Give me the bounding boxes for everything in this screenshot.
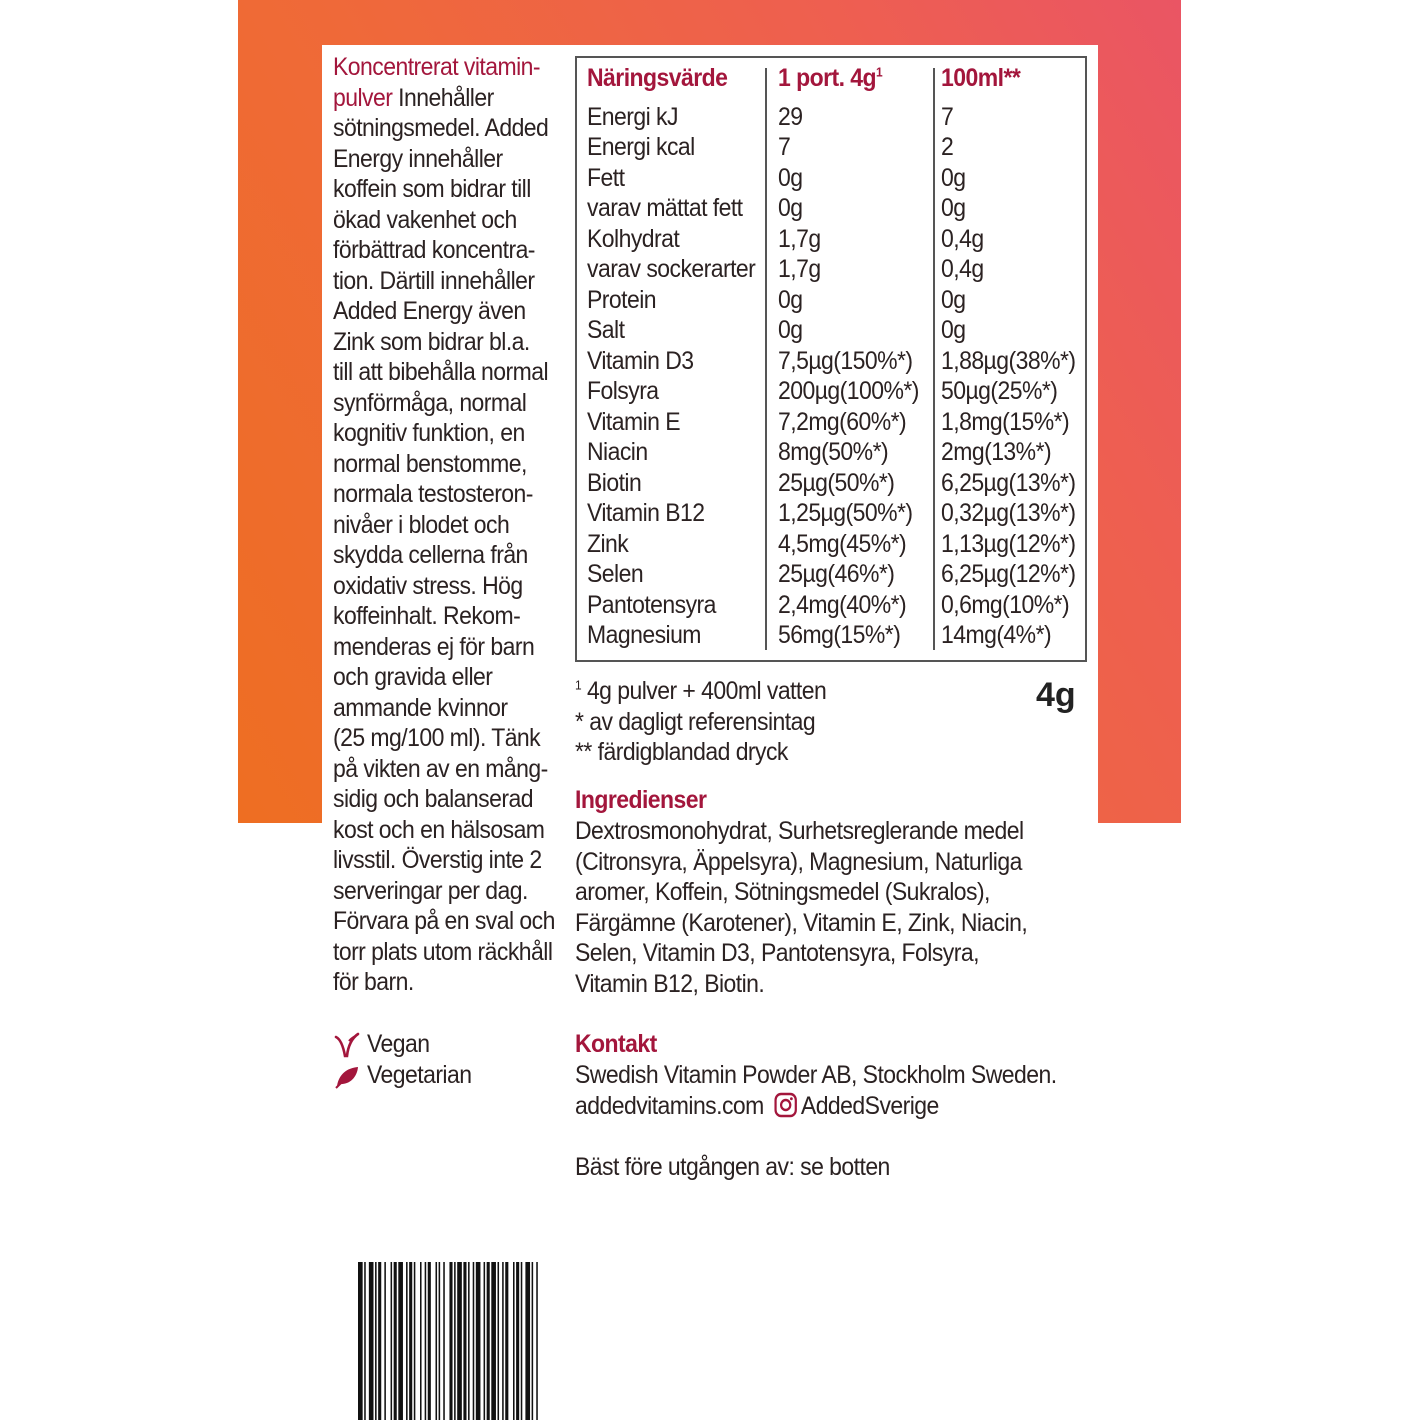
nutrition-cell-name: Energi kcal: [587, 133, 695, 161]
website-link[interactable]: addedvitamins.com: [575, 1091, 764, 1120]
diet-badges: [333, 1029, 481, 1091]
ingredients-line: Dextrosmonohydrat, Surhetsreglerande medel: [575, 817, 1024, 845]
description-text: nivåer i blodet och: [333, 510, 510, 539]
description-accent: pulver: [333, 83, 393, 112]
barcode-bar: [487, 1262, 490, 1420]
description-line: [333, 235, 550, 266]
nutrition-cell-portion: 4,5mg(45%*): [778, 529, 907, 558]
nutrition-cell-per100: 0,32µg(13%*): [941, 499, 1076, 527]
contact-links: [575, 1091, 1057, 1122]
nutrition-cell-per100: 1,13µg(12%*): [941, 529, 1076, 558]
instagram-handle[interactable]: AddedSverige: [800, 1091, 939, 1120]
nutrition-cell-name: Fett: [587, 163, 625, 192]
barcode: [358, 1262, 698, 1420]
nutrition-cell-portion: 8mg(50%*): [778, 438, 889, 466]
nutrition-cell-name: Pantotensyra: [587, 590, 716, 619]
barcode-bar: [391, 1262, 393, 1420]
description-text: normal benstomme,: [333, 449, 527, 478]
barcode-bar: [473, 1262, 475, 1420]
description-text: oxidativ stress. Hög: [333, 571, 523, 600]
description-line: [333, 510, 550, 541]
description-text: serveringar per dag.: [333, 876, 528, 905]
nutrition-cell-per100: 0g: [941, 316, 966, 344]
barcode-bar: [369, 1262, 374, 1420]
nutrition-cell-portion: 0g: [778, 194, 803, 222]
nutrition-cell-portion: 0g: [778, 316, 803, 344]
barcode-bar: [378, 1262, 381, 1420]
nutrition-cell-name: Vitamin D3: [587, 346, 694, 375]
ingredients-line: (Citronsyra, Äppelsyra), Magnesium, Naturliga: [575, 847, 1022, 876]
best-before: Bäst före utgången av: se botten: [575, 1152, 890, 1181]
description-text: skydda cellerna från: [333, 541, 528, 569]
nutrition-column-divider: [933, 68, 935, 650]
spacer: [575, 1121, 1057, 1152]
description-line: [333, 479, 550, 510]
barcode-bar: [409, 1262, 412, 1420]
description-line: [333, 540, 550, 571]
description-text: på vikten av en mång-: [333, 754, 548, 783]
nutrition-cell-per100: 1,88µg(38%*): [941, 346, 1076, 375]
nutrition-cell-name: Protein: [587, 285, 657, 314]
description-line: [333, 937, 553, 968]
description-text: sötningsmedel. Added: [333, 114, 549, 142]
description-line: [333, 906, 555, 937]
net-weight: 4g: [1036, 676, 1076, 714]
description-line: [333, 784, 550, 815]
barcode-bar: [525, 1262, 530, 1420]
nutrition-cell-per100: 6,25µg(13%*): [941, 468, 1076, 497]
description-text: sidig och balanserad: [333, 785, 533, 813]
barcode-bar: [375, 1262, 377, 1420]
description-line: [333, 876, 550, 907]
barcode-bar: [449, 1262, 452, 1420]
nutrition-header-name: Näringsvärde: [587, 64, 728, 92]
barcode-bar: [476, 1262, 481, 1420]
description-text: Energy innehåller: [333, 144, 503, 173]
nutrition-cell-per100: 2mg(13%*): [941, 438, 1052, 466]
ingredients-list: [575, 816, 1027, 999]
nutrition-cell-portion: 2,4mg(40%*): [778, 590, 907, 619]
nutrition-cell-per100: 0,4g: [941, 224, 984, 253]
nutrition-cell-per100: 0,6mg(10%*): [941, 590, 1070, 619]
nutrition-column-divider: [765, 68, 767, 650]
product-description: [333, 52, 555, 998]
barcode-bar: [414, 1262, 416, 1420]
description-line: [333, 449, 550, 480]
nutrition-cell-per100: 14mg(4%*): [941, 621, 1052, 649]
description-text: förbättrad koncentra-: [333, 236, 535, 264]
description-line: [333, 601, 550, 632]
description-text: till att bibehålla normal: [333, 358, 549, 386]
company-address: Swedish Vitamin Powder AB, Stockholm Sweden.: [575, 1061, 1057, 1089]
barcode-bar: [513, 1262, 515, 1420]
description-line: [333, 754, 550, 785]
barcode-bar: [502, 1262, 504, 1420]
nutrition-cell-name: Salt: [587, 316, 625, 344]
nutrition-cell-portion: 7,5µg(150%*): [778, 346, 913, 375]
description-line: [333, 52, 550, 83]
description-text: livsstil. Överstig inte 2: [333, 846, 542, 874]
ingredients-line: Vitamin B12, Biotin.: [575, 969, 765, 998]
contact-title: Kontakt: [575, 1030, 657, 1058]
barcode-bar: [484, 1262, 486, 1420]
barcode-bar: [454, 1262, 456, 1420]
description-text: Zink som bidrar bl.a.: [333, 327, 530, 356]
description-text: torr plats utom räckhåll: [333, 937, 553, 966]
barcode-bar: [358, 1262, 363, 1420]
description-text: koffeinhalt. Rekom-: [333, 602, 521, 630]
description-line: [333, 388, 550, 419]
ingredients-line: Färgämne (Karotener), Vitamin E, Zink, Niacin,: [575, 908, 1028, 937]
description-line: [333, 693, 550, 724]
description-text: normala testosteron-: [333, 480, 533, 508]
barcode-bar: [457, 1262, 462, 1420]
barcode-bar: [516, 1262, 519, 1420]
nutrition-cell-per100: 1,8mg(15%*): [941, 407, 1070, 436]
nutrition-cell-portion: 1,7g: [778, 224, 821, 253]
nutrition-cell-name: varav sockerarter: [587, 255, 756, 283]
nutrition-cell-per100: 0g: [941, 285, 966, 314]
description-text: synförmåga, normal: [333, 388, 527, 417]
barcode-bar: [521, 1262, 523, 1420]
nutrition-cell-name: Magnesium: [587, 621, 701, 649]
ingredients-title: Ingredienser: [575, 786, 707, 814]
barcode-bar: [436, 1262, 438, 1420]
nutrition-cell-name: Zink: [587, 529, 629, 558]
description-line: [333, 662, 550, 693]
barcode-bar: [364, 1262, 366, 1420]
footnote-ready-mixed: ** färdigblandad dryck: [575, 738, 788, 766]
nutrition-cell-portion: 56mg(15%*): [778, 621, 901, 649]
description-line: [333, 815, 550, 846]
vegetarian-badge: Vegetarian: [333, 1060, 481, 1091]
description-line: [333, 357, 550, 388]
description-text: Förvara på en sval och: [333, 907, 555, 935]
nutrition-cell-name: Folsyra: [587, 377, 659, 405]
description-text: kost och en hälsosam: [333, 815, 545, 844]
barcode-bar: [498, 1262, 500, 1420]
barcode-bar: [505, 1262, 508, 1420]
description-text: (25 mg/100 ml). Tänk: [333, 724, 541, 752]
description-line: [333, 327, 550, 358]
description-line: [333, 113, 550, 144]
nutrition-cell-name: Vitamin B12: [587, 499, 705, 527]
nutrition-cell-name: Energi kJ: [587, 102, 678, 131]
footnote-serving: $^1$ 4g pulver + 400ml vatten: [575, 677, 827, 705]
description-text: Innehåller: [392, 83, 494, 112]
nutrition-cell-name: Biotin: [587, 468, 642, 497]
description-text: och gravida eller: [333, 663, 493, 691]
nutrition-cell-portion: 7,2mg(60%*): [778, 407, 907, 436]
description-line: [333, 205, 550, 236]
barcode-bar: [491, 1262, 496, 1420]
nutrition-cell-per100: 0g: [941, 194, 966, 222]
description-line: [333, 632, 550, 663]
description-text: koffein som bidrar till: [333, 175, 531, 203]
ingredients-line: Selen, Vitamin D3, Pantotensyra, Folsyra,: [575, 939, 979, 967]
nutrition-cell-portion: 29: [778, 102, 803, 131]
description-line: [333, 144, 550, 175]
barcode-bar: [384, 1262, 386, 1420]
description-text: menderas ej för barn: [333, 632, 535, 661]
barcode-bar: [443, 1262, 445, 1420]
vegan-v-icon: [333, 1031, 361, 1059]
nutrition-cell-per100: 2: [941, 133, 954, 161]
nutrition-cell-per100: 50µg(25%*): [941, 377, 1058, 405]
nutrition-cell-portion: 1,25µg(50%*): [778, 499, 913, 527]
leaf-icon: [333, 1062, 361, 1090]
nutrition-per100-column: [941, 63, 1075, 651]
description-text: för barn.: [333, 968, 414, 996]
contact-info: [575, 1060, 1057, 1182]
nutrition-cell-portion: 7: [778, 133, 791, 161]
nutrition-header-portion: 1 port. $4g^1$: [778, 64, 883, 92]
nutrition-cell-per100: 7: [941, 102, 954, 131]
vegan-badge: Vegan: [333, 1029, 481, 1060]
nutrition-cell-per100: 6,25µg(12%*): [941, 560, 1076, 588]
barcode-bar: [468, 1262, 470, 1420]
nutrition-cell-per100: 0,4g: [941, 255, 984, 283]
description-accent: Koncentrerat vitamin-: [333, 53, 540, 81]
description-text: ammande kvinnor: [333, 693, 508, 722]
barcode-bar: [420, 1262, 422, 1420]
nutrition-cell-portion: 25µg(50%*): [778, 468, 895, 497]
barcode-bar: [536, 1262, 538, 1420]
description-text: Added Energy även: [333, 297, 526, 325]
barcode-bar: [532, 1262, 534, 1420]
nutrition-cell-name: varav mättat fett: [587, 194, 743, 222]
description-line: [333, 83, 550, 114]
barcode-bar: [439, 1262, 441, 1420]
nutrition-cell-name: Selen: [587, 560, 644, 588]
nutrition-cell-name: Niacin: [587, 438, 648, 466]
barcode-bar: [463, 1262, 466, 1420]
barcode-bar: [406, 1262, 408, 1420]
nutrition-cell-portion: 1,7g: [778, 255, 821, 283]
nutrition-portion-column: [778, 63, 919, 651]
nutrition-cell-name: Vitamin E: [587, 407, 681, 436]
barcode-bar: [425, 1262, 427, 1420]
description-line: [333, 845, 550, 876]
instagram-icon[interactable]: [773, 1092, 797, 1118]
description-text: kognitiv funktion, en: [333, 419, 525, 447]
barcode-bar: [394, 1262, 397, 1420]
barcode-bar: [428, 1262, 431, 1420]
description-line: [333, 571, 550, 602]
nutrition-cell-name: Kolhydrat: [587, 224, 680, 253]
description-line: [333, 418, 550, 449]
nutrition-cell-portion: 0g: [778, 163, 803, 192]
description-line: [333, 967, 550, 998]
barcode-bar: [398, 1262, 403, 1420]
description-text: tion. Därtill innehåller: [333, 266, 535, 295]
description-line: [333, 266, 550, 297]
footnotes: [575, 676, 826, 768]
description-line: [333, 296, 550, 327]
ingredients-line: aromer, Koffein, Sötningsmedel (Sukralos),: [575, 878, 990, 906]
nutrition-cell-portion: 0g: [778, 285, 803, 314]
nutrition-cell-portion: 200µg(100%*): [778, 377, 919, 405]
nutrition-name-column: [587, 63, 755, 651]
nutrition-header-per100: 100ml**: [941, 64, 1021, 92]
footnote-reference-intake: * av dagligt referensintag: [575, 707, 816, 736]
description-text: ökad vakenhet och: [333, 205, 517, 234]
description-line: [333, 723, 550, 754]
nutrition-cell-per100: 0g: [941, 163, 966, 192]
nutrition-cell-portion: 25µg(46%*): [778, 560, 895, 588]
description-line: [333, 174, 550, 205]
